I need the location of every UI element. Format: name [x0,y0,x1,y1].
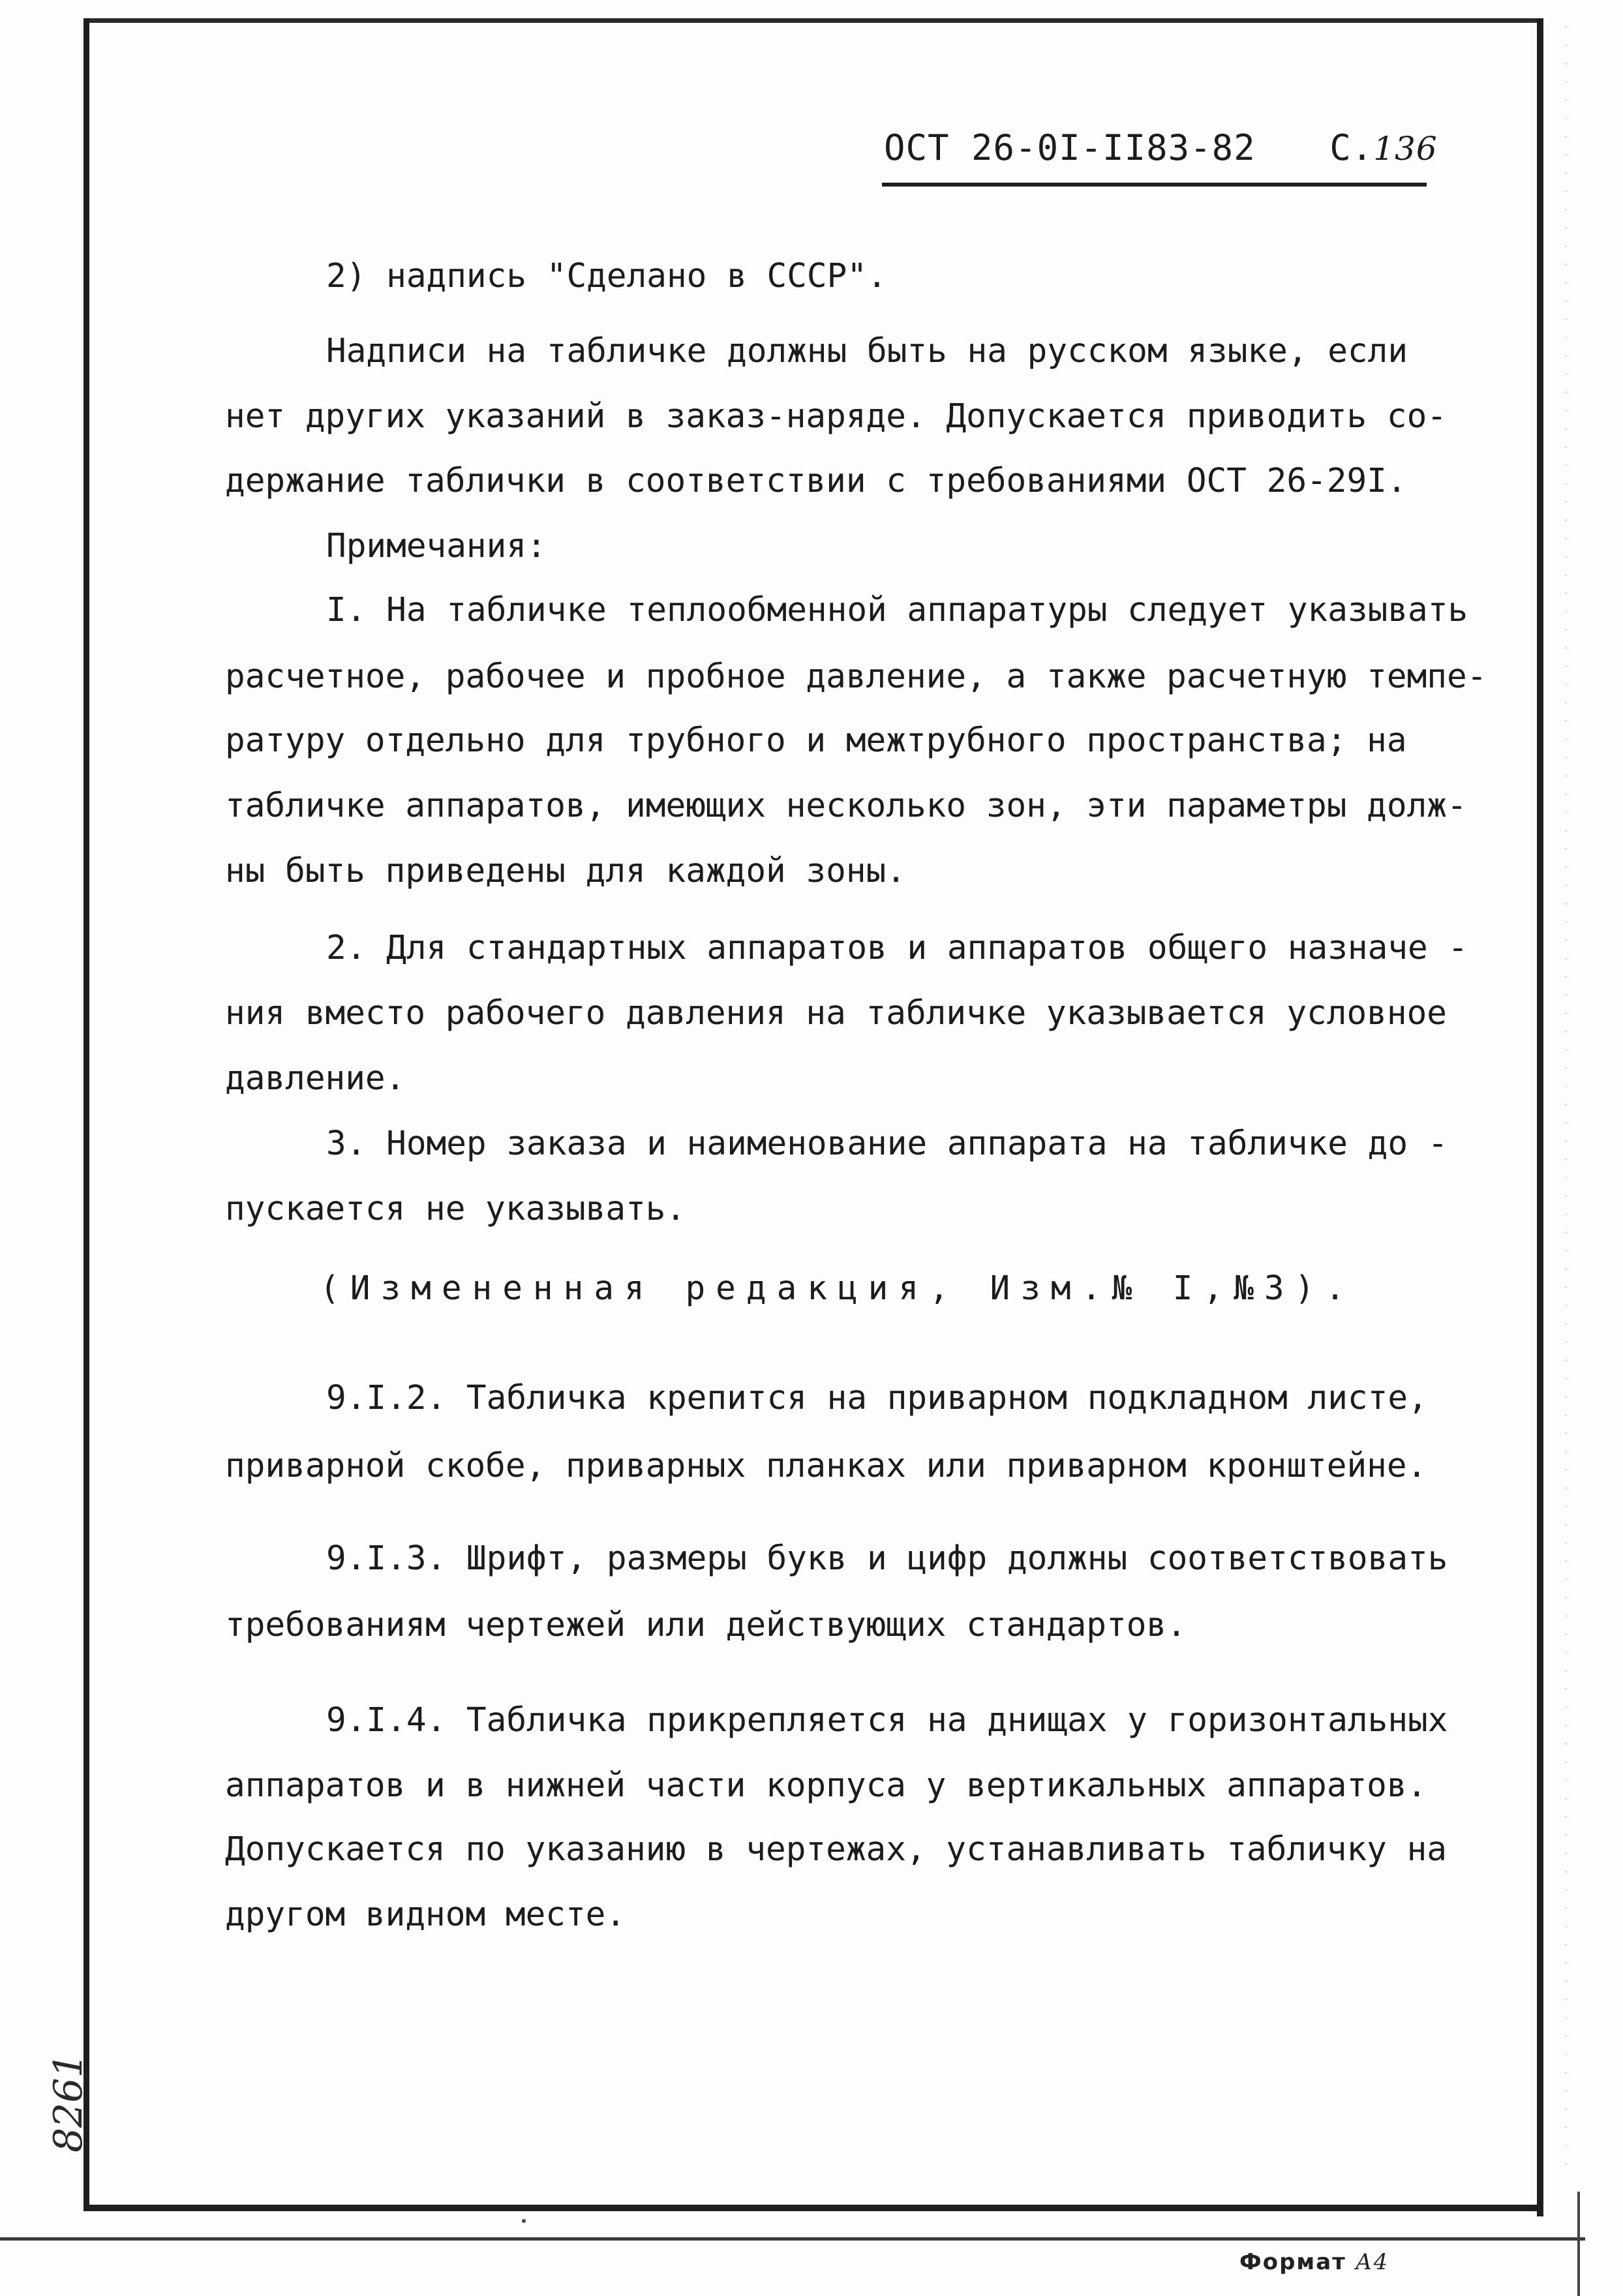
frame-left-line [83,18,89,2210]
text-line: ны быть приведены для каждой зоны. [225,852,906,890]
margin-handwritten-note [26,2022,91,2152]
outer-bottom-line [0,2237,1585,2241]
text-line: 2. Для стандартных аппаратов и аппаратов общего назначе - [326,929,1468,967]
frame-top-line [83,18,1538,23]
text-line: аппаратов и в нижней части корпуса у вертикальных аппаратов. [225,1766,1427,1805]
scan-specks [1566,26,1567,2179]
text-line: 9.I.2. Табличка крепится на приварном подкладном листе, [326,1379,1428,1417]
text-line: Допускается по указанию в чертежах, устанавливать табличку на [225,1830,1447,1869]
outer-right-line [1577,2192,1580,2296]
text-line: 9.I.4. Табличка прикрепляется на днищах у горизонтальных [326,1701,1448,1740]
text-line: расчетное, рабочее и пробное давление, а также расчетную темпе- [225,657,1487,696]
margin-note-text: 8261 [46,2053,91,2152]
page-prefix: С. [1329,127,1374,168]
standard-code: ОСТ 26-0I-II83-82 [884,127,1256,168]
text-line: 3. Номер заказа и наименование аппарата на табличке до - [326,1125,1448,1163]
format-label: Формат [1239,2249,1346,2275]
text-line: Надписи на табличке должны быть на русском языке, если [326,332,1408,370]
page-number-value: 136 [1373,130,1438,168]
text-line: ния вместо рабочего давления на табличке указывается условное [225,994,1447,1033]
text-line: пускается не указывать. [225,1190,686,1228]
header-rule [882,183,1427,187]
page-number [1329,127,1437,168]
document-header [884,127,1438,168]
revision-note: (Измененная редакция, Изм.№ I,№3). [320,1269,1356,1308]
text-line: нет других указаний в заказ-наряде. Допускается приводить со- [225,397,1447,436]
text-line: приварной скобе, приварных планках или приварном кронштейне. [225,1447,1427,1485]
text-line: табличке аппаратов, имеющих несколько зон, эти параметры долж- [225,787,1467,825]
text-line: держание таблички в соответствии с требованиями ОСТ 26-29I. [225,462,1407,500]
scan-dot [522,2219,526,2223]
footer-format [1239,2249,1389,2275]
text-line: другом видном месте. [225,1896,626,1934]
text-line: 9.I.3. Шрифт, размеры букв и цифр должны соответствовать [326,1539,1448,1578]
text-line: 2) надпись "Сделано в СССР". [326,257,887,295]
text-line: Примечания: [326,527,547,566]
frame-bottom-line [83,2205,1543,2211]
frame-right-line [1537,18,1543,2216]
format-value: А4 [1355,2249,1389,2275]
text-line: ратуру отдельно для трубного и межтрубного пространства; на [225,721,1407,760]
text-line: требованиям чертежей или действующих стандартов. [225,1606,1187,1644]
text-line: давление. [225,1059,406,1098]
text-line: I. На табличке теплообменной аппаратуры следует указывать [326,591,1468,629]
